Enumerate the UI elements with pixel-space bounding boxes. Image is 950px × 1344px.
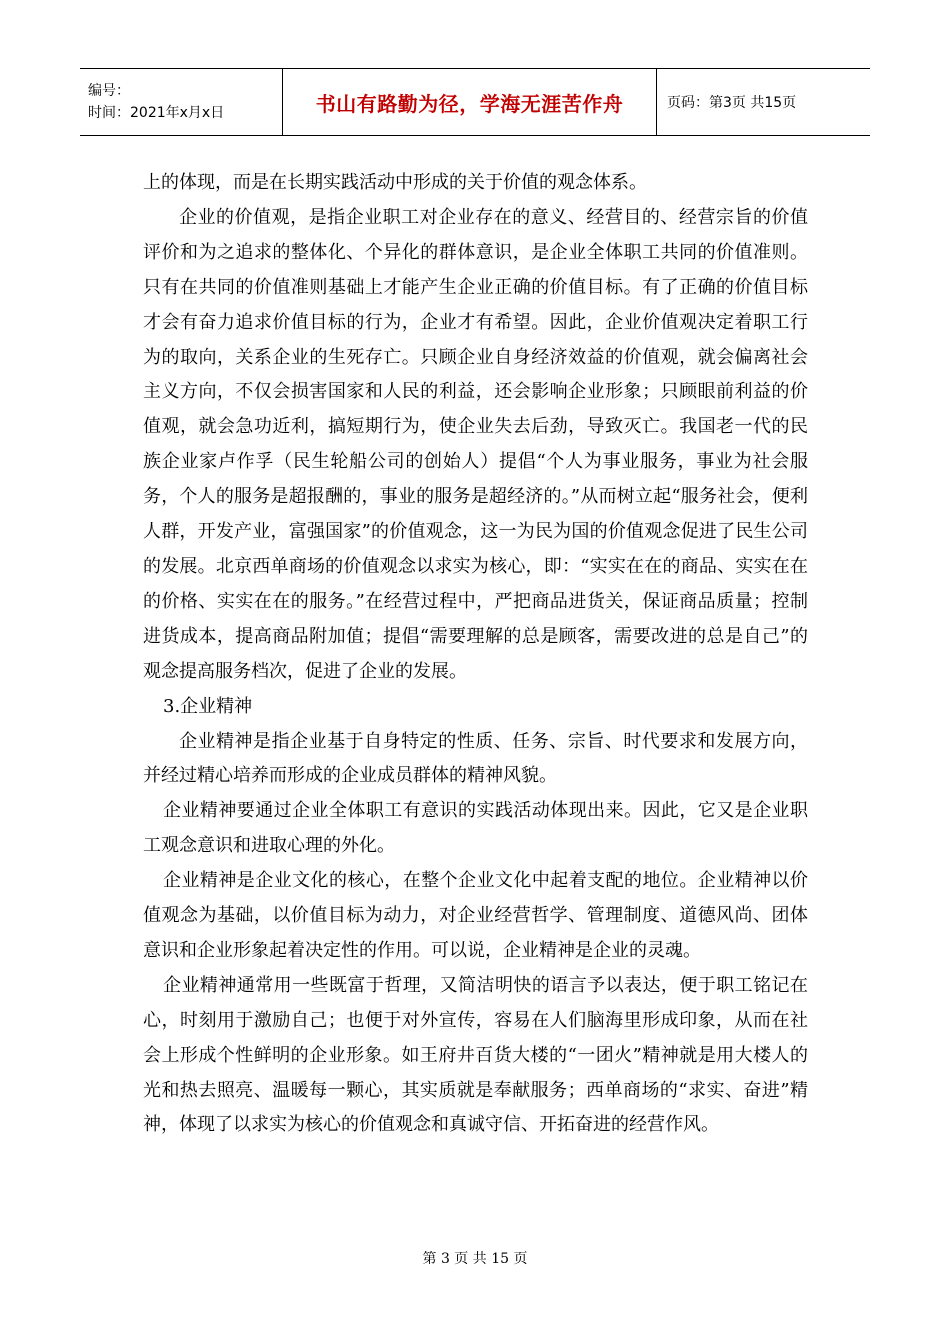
document-body: [143, 166, 808, 1143]
header-motto-cell: [283, 69, 657, 135]
header-meta-cell: [80, 69, 283, 135]
paragraph-spirit-core: 企业精神是企业文化的核心，在整个企业文化中起着支配的地位。企业精神以价值观念为基础，以价值目标为动力，对企业经营哲学、管理制度、道德风尚、团体意识和企业形象起着决定性的作用。可以说，企业精神是企业的灵魂。: [143, 870, 808, 961]
header-motto: 书山有路勤为径，学海无涯苦作舟: [315, 91, 624, 116]
page-header: [80, 68, 870, 136]
document-number-label: 编号：: [88, 83, 130, 99]
paragraph-spirit-expression: 企业精神通常用一些既富于哲理，又简洁明快的语言予以表达，便于职工铭记在心，时刻用于激励自己；也便于对外宣传，容易在人们脑海里形成印象，从而在社会上形成个性鲜明的企业形象。如王府井百货大楼的“一团火”精神就是用大楼人的光和热去照亮、温暖每一颗心，其实质就是奉献服务；西单商场的“求实、奋进”精神，体现了以求实为核心的价值观念和真诚守信、开拓奋进的经营作风。: [143, 974, 808, 1136]
document-date-label: 时间：2021年x月x日: [88, 105, 225, 121]
header-page-info: 页码：第3页 共15页: [667, 95, 797, 111]
section-heading-enterprise-spirit: 3.企业精神: [163, 695, 253, 717]
paragraph-spirit-definition: 企业精神是指企业基于自身特定的性质、任务、宗旨、时代要求和发展方向，并经过精心培养而形成的企业成员群体的精神风貌。: [143, 730, 808, 787]
page-footer: [0, 1248, 950, 1268]
paragraph-continuation: 上的体现，而是在长期实践活动中形成的关于价值的观念体系。: [143, 172, 647, 193]
footer-page-number: 第 3 页 共 15 页: [422, 1251, 528, 1267]
header-page-cell: [657, 69, 870, 135]
paragraph-spirit-practice: 企业精神要通过企业全体职工有意识的实践活动体现出来。因此，它又是企业职工观念意识和进取心理的外化。: [143, 800, 808, 857]
paragraph-values: 企业的价值观，是指企业职工对企业存在的意义、经营目的、经营宗旨的价值评价和为之追求的整体化、个异化的群体意识，是企业全体职工共同的价值准则。只有在共同的价值准则基础上才能产生企业正确的价值目标。有了正确的价值目标才会有奋力追求价值目标的行为，企业才有希望。因此，企业价值观决定着职工行为的取向，关系企业的生死存亡。只顾企业自身经济效益的价值观，就会偏离社会主义方向，不仅会损害国家和人民的利益，还会影响企业形象；只顾眼前利益的价值观，就会急功近利，搞短期行为，使企业失去后劲，导致灭亡。我国老一代的民族企业家卢作孚（民生轮船公司的创始人）提倡“个人为事业服务，事业为社会服务，个人的服务是超报酬的，事业的服务是超经济的。”从而树立起“服务社会，便利人群，开发产业，富强国家”的价值观念，这一为民为国的价值观念促进了民生公司的发展。北京西单商场的价值观念以求实为核心，即：“实实在在的商品、实实在在的价格、实实在在的服务。”在经营过程中，严把商品进货关，保证商品质量；控制进货成本，提高商品附加值；提倡“需要理解的总是顾客，需要改进的总是自己”的观念提高服务档次，促进了企业的发展。: [143, 206, 808, 682]
